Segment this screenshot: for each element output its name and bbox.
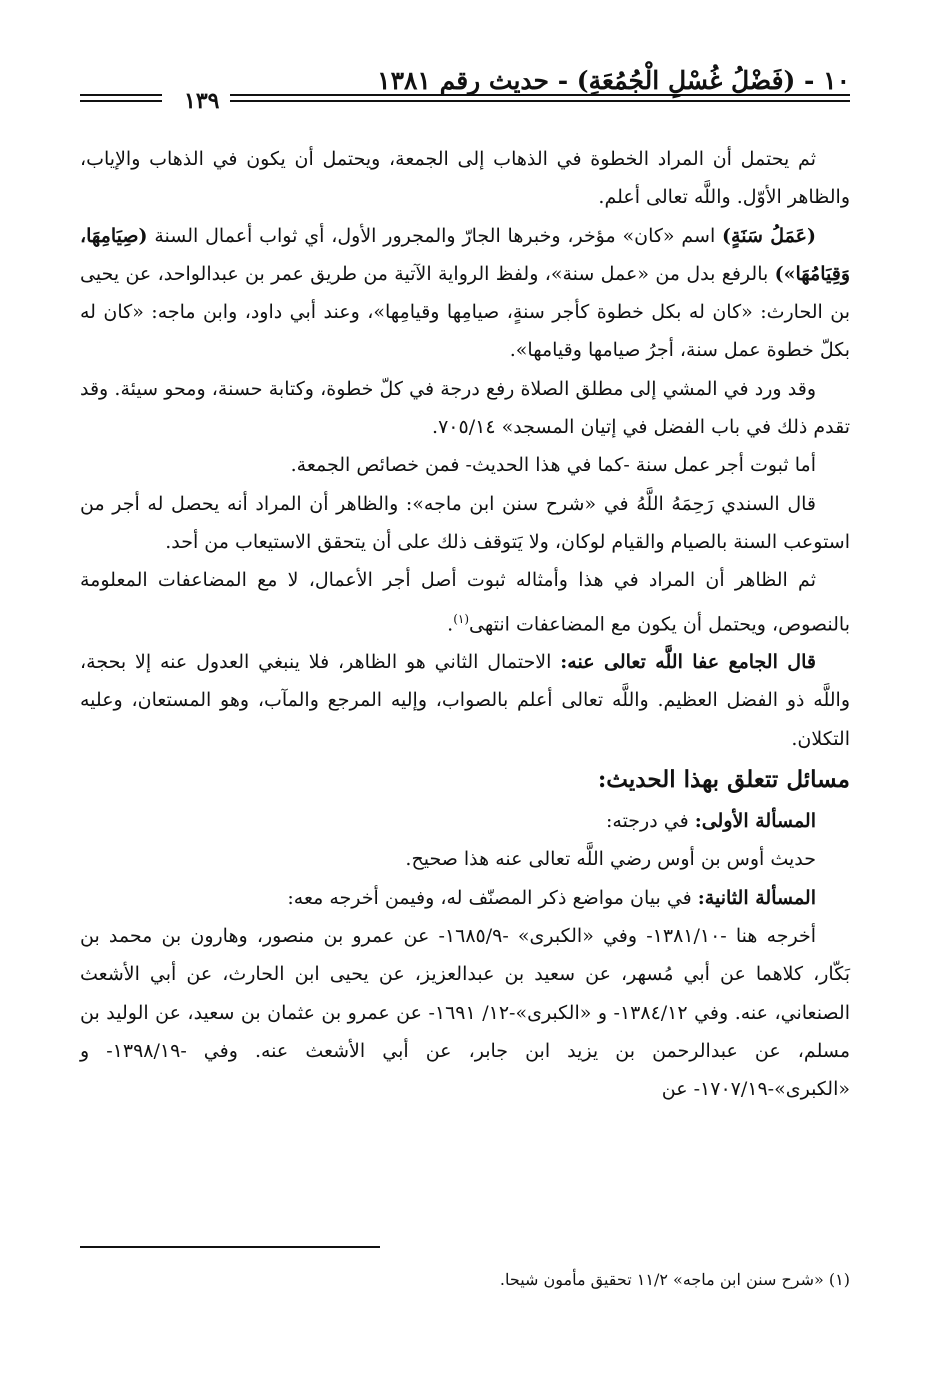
paragraph: أخرجه هنا -١٣٨١/١٠- وفي «الكبرى» -١٦٨٥/٩- عن عمرو بن منصور، وهارون بن محمد بن بَكّار، كلاهما عن أبي مُسهر، عن سعيد بن عبدالعزيز، عن يحيى ابن الحارث، عن أبي الأشعث الصنعاني، عنه. وفي ١٣٨٤/١٢- و «الكبرى»-١٢/ ١٦٩١- عن عمرو بن عثمان بن سعيد، عن الوليد بن مسلم، عن عبدالرحمن بن يزيد ابن جابر، عن أبي الأشعث عنه. وفي -١٣٩٨/١٩- و «الكبرى»-١٧٠٧/١٩- عن [80, 924, 850, 1101]
paragraph: قال الجامع عفا اللَّه تعالى عنه: الاحتمال الثاني هو الظاهر، فلا ينبغي العدول عنه إلا بحجة، واللَّه ذو الفضل العظيم. واللَّه تعالى أعلم بالصواب، وإليه المرجع والمآب، وهو المستعان، وعليه التكلان. [80, 651, 850, 750]
page [80, 50, 850, 1289]
paragraph: ثم الظاهر أن المراد في هذا وأمثاله ثبوت أصل أجر الأعمال، لا مع المضاعفات المعلومة بالنصوص، ويحتمل أن يكون مع المضاعفات انتهى$^{(١)}$. [80, 569, 850, 635]
paragraph: (عَمَلُ سَنَةٍ) اسم «كان» مؤخر، وخبرها الجارّ والمجرور الأول، أي ثواب أعمال السنة (صِيَامِهَا، وَقِيَامُهَا») بالرفع بدل من «عمل سنة»، ولفظ الرواية الآتية من طريق عمر بن عبدالواحد، عن يحيى بن الحارث: «كان له بكل خطوة كأجر سنةٍ، صيامِها وقيامِها»، وعند أبي داود، وابن ماجه: «كان له بكلّ خطوة عمل سنة، أجرُ صيامها وقيامها». [80, 224, 850, 362]
paragraph: ثم يحتمل أن المراد الخطوة في الذهاب إلى الجمعة، ويحتمل أن يكون في الذهاب والإياب، والظاهر الأوّل. واللَّه تعالى أعلم. [80, 148, 850, 209]
paragraph-lead: قال الجامع عفا اللَّه تعالى عنه: [560, 651, 816, 674]
paragraph: وقد ورد في المشي إلى مطلق الصلاة رفع درجة في كلّ خطوة، وكتابة حسنة، ومحو سيئة. وقد تقدم ذلك في باب الفضل في إتيان المسجد» ٧٠٥/١٤. [80, 377, 850, 439]
paragraph: حديث أوس بن أوس رضي اللَّه تعالى عنه هذا صحيح. [405, 848, 816, 871]
page-number: ١٣٩ [178, 88, 225, 114]
paragraph: المسألة الثانية: في بيان مواضع ذكر المصنّف له، وفيمن أخرجه معه: [287, 886, 816, 909]
paragraph-lead: (عَمَلُ سَنَةٍ) [722, 224, 816, 247]
bold-phrase: (صِيَامِهَا، وَقِيَامُهَا») [80, 224, 850, 285]
paragraph: أما ثبوت أجر عمل سنة -كما في هذا الحديث- فمن خصائص الجمعة. [290, 454, 816, 477]
main-text [80, 140, 850, 1108]
paragraph-lead: المسألة الثانية: [697, 886, 816, 909]
footnote-divider [80, 1246, 380, 1248]
paragraph-lead: المسألة الأولى: [694, 810, 816, 833]
footnote-ref: (١) [453, 611, 470, 626]
paragraph: المسألة الأولى: في درجته: [605, 810, 816, 833]
footnote: (١) «شرح سنن ابن ماجه» ١١/٢ تحقيق مأمون شيحا. [499, 1270, 850, 1289]
chapter-title: ١٠ - (فَضْلُ غُسْلِ الْجُمُعَةِ) - حديث رقم ١٣٨١ [377, 65, 850, 95]
paragraph: قال السندي رَحِمَهُ اللَّهُ في «شرح سنن ابن ماجه»: والظاهر أن المراد أنه يحصل له أجر من استوعب السنة بالصيام والقيام لوكان، ولا يَتوقف ذلك على أن يتحقق الاستيعاب من أحد. [80, 492, 850, 553]
section-heading: مسائل تتعلق بهذا الحديث: [597, 766, 850, 794]
